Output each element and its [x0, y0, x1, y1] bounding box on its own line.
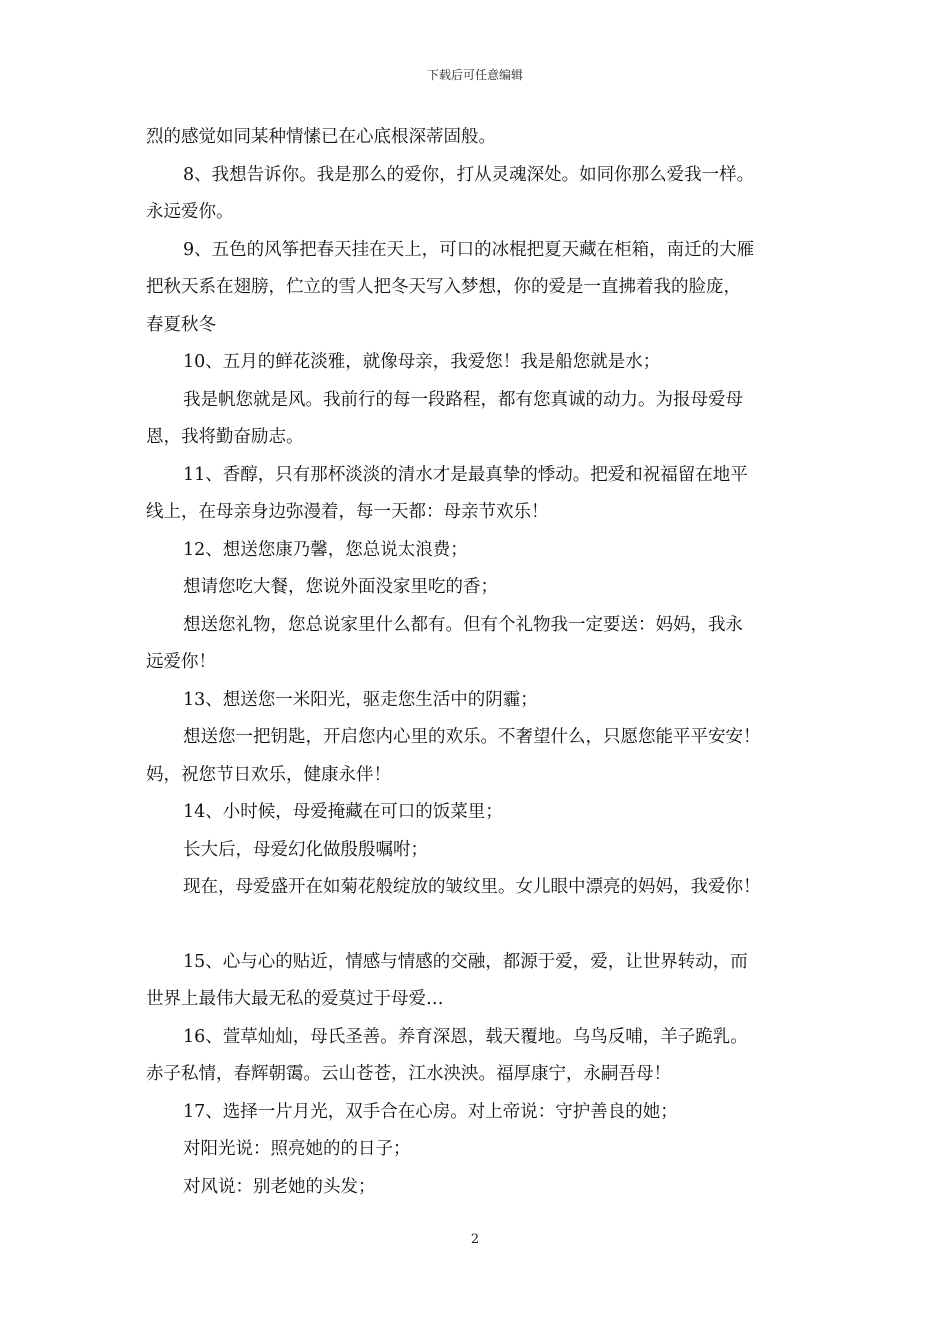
- text-line: 12、想送您康乃馨，您总说太浪费；: [183, 539, 468, 560]
- text-line: 妈，祝您节日欢乐，健康永伴！: [146, 764, 391, 785]
- text-line: 恩，我将勤奋励志。: [146, 427, 304, 447]
- text-line: 线上，在母亲身边弥漫着，每一天都：母亲节欢乐！: [146, 502, 549, 522]
- text-line: 现在，母爱盛开在如菊花般绽放的皱纹里。女儿眼中漂亮的妈妈，我爱你！: [183, 877, 761, 897]
- text-line: 永远爱你。: [146, 202, 234, 222]
- text-line: 想送您一把钥匙，开启您内心里的欢乐。不奢望什么，只愿您能平平安安！: [183, 727, 761, 747]
- text-line: 想请您吃大餐，您说外面没家里吃的香；: [183, 577, 498, 597]
- text-line: 8、我想告诉你。我是那么的爱你，打从灵魂深处。如同你那么爱我一样。: [183, 164, 755, 185]
- document-body: [146, 119, 826, 1206]
- text-line: 17、选择一片月光，双手合在心房。对上帝说：守护善良的她；: [183, 1101, 678, 1122]
- text-line: 15、心与心的贴近，情感与情感的交融，都源于爱，爱，让世界转动，而: [183, 951, 748, 972]
- text-line: 烈的感觉如同某种情愫已在心底根深蒂固般。: [146, 127, 496, 147]
- text-line: 春夏秋冬: [146, 314, 216, 335]
- page-header: 下载后可任意编辑: [426, 68, 523, 82]
- text-line: 把秋天系在翅膀，伫立的雪人把冬天写入梦想，你的爱是一直拂着我的脸庞，: [146, 277, 741, 297]
- text-line: 对风说：别老她的头发；: [183, 1176, 376, 1197]
- text-line: 想送您礼物，您总说家里什么都有。但有个礼物我一定要送：妈妈，我永: [183, 614, 743, 635]
- text-line: 16、萱草灿灿，母氏圣善。养育深恩，载天覆地。乌鸟反哺，羊子跪乳。: [183, 1026, 748, 1047]
- blank-line: [146, 907, 826, 944]
- text-line: 13、想送您一米阳光，驱走您生活中的阴霾；: [183, 689, 538, 710]
- text-line: 9、五色的风筝把春天挂在天上，可口的冰棍把夏天藏在柜箱，南迁的大雁: [183, 239, 755, 260]
- text-line: 10、五月的鲜花淡雅，就像母亲，我爱您！我是船您就是水；: [183, 352, 661, 372]
- page-number: 2: [470, 1232, 480, 1247]
- text-line: 世界上最伟大最无私的爱莫过于母爱…: [146, 989, 444, 1009]
- text-line: 我是帆您就是风。我前行的每一段路程，都有您真诚的动力。为报母爱母: [183, 389, 743, 410]
- text-line: 14、小时候，母爱掩藏在可口的饭菜里；: [183, 802, 503, 822]
- text-line: 赤子私情，春辉朝霭。云山苍苍，江水泱泱。福厚康宁，永嗣吾母！: [146, 1064, 671, 1084]
- text-line: 对阳光说：照亮她的的日子；: [183, 1139, 411, 1159]
- text-line: 远爱你！: [146, 652, 216, 672]
- text-line: 长大后，母爱幻化做殷殷嘱咐；: [183, 839, 428, 860]
- text-line: 11、香醇，只有那杯淡淡的清水才是最真挚的悸动。把爱和祝福留在地平: [183, 464, 748, 485]
